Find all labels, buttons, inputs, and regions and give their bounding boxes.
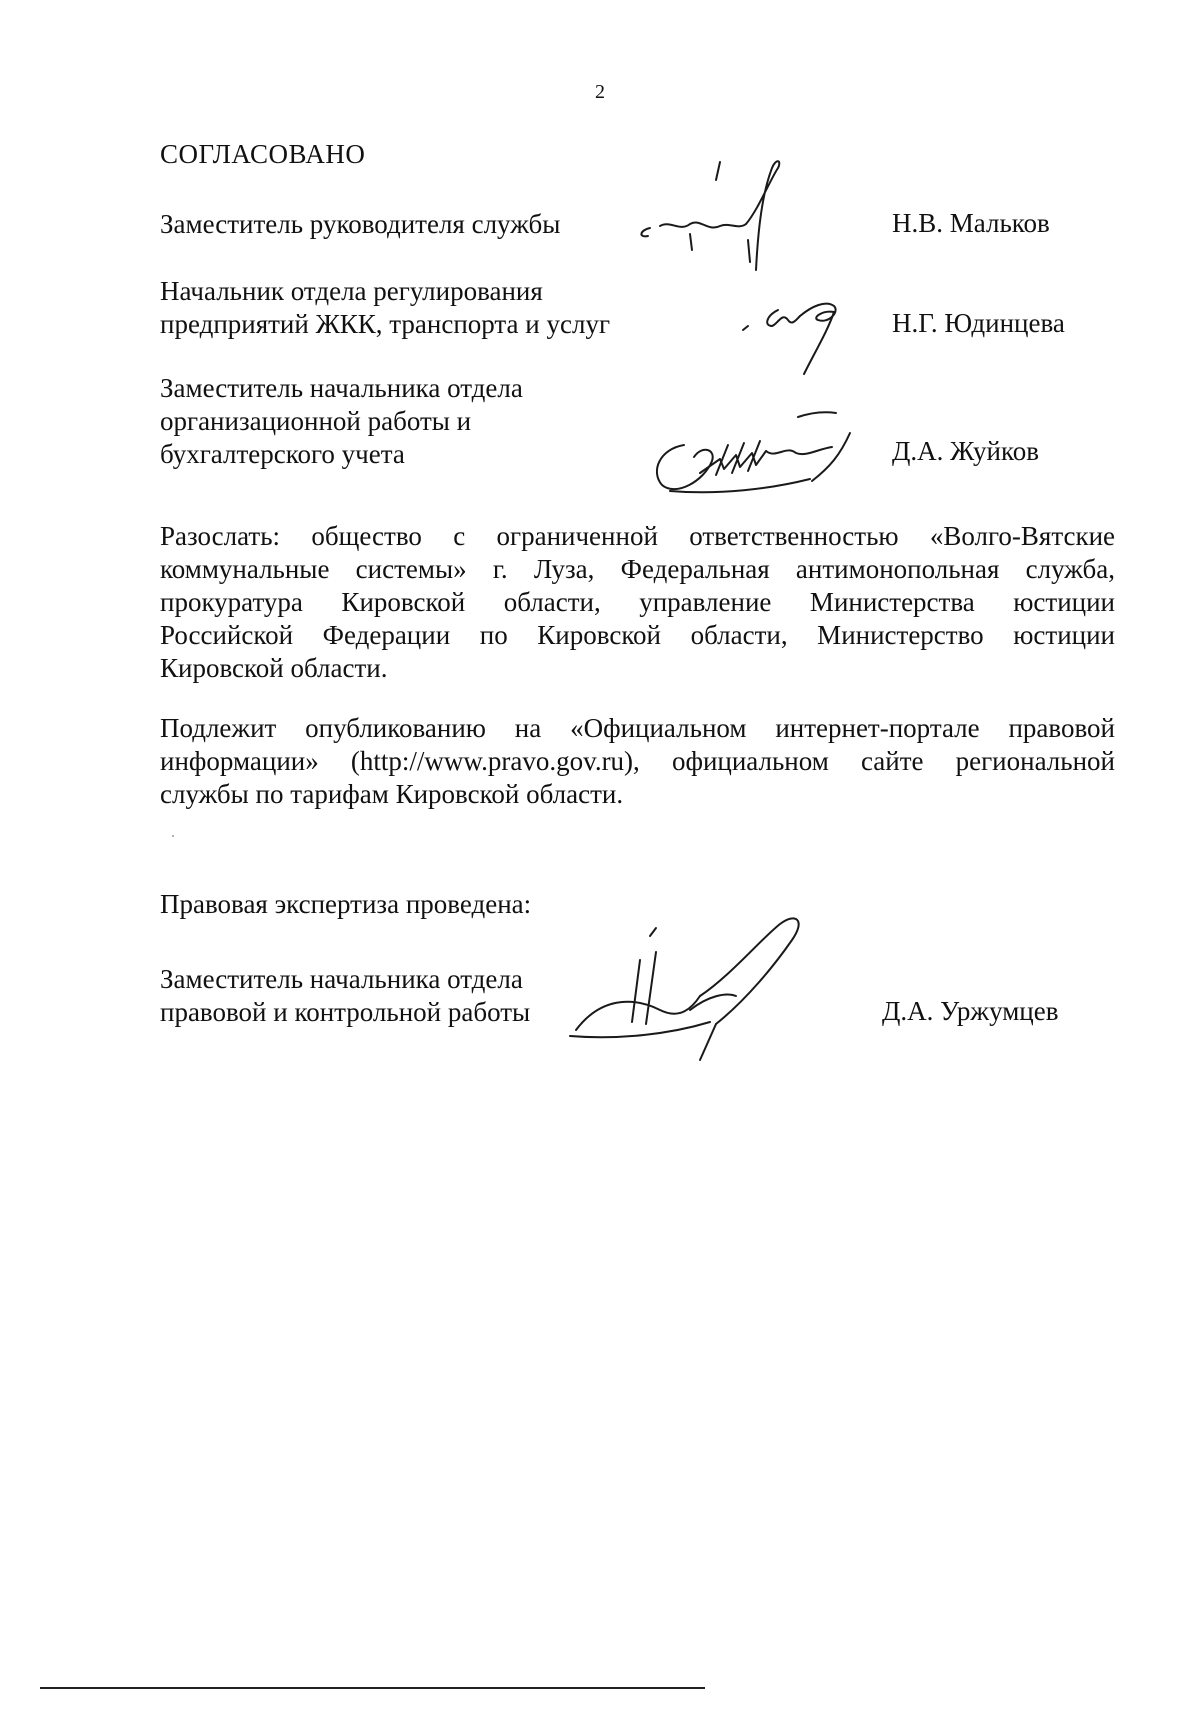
paragraph-line: Кировской области. bbox=[160, 653, 388, 683]
page-number: 2 bbox=[595, 81, 605, 103]
approver-name-2: Н.Г. Юдинцева bbox=[892, 308, 1065, 338]
signature-malkov bbox=[630, 150, 850, 280]
approver-title-line: бухгалтерского учета bbox=[160, 439, 405, 469]
signature-zhuikov bbox=[640, 405, 870, 500]
approval-heading: СОГЛАСОВАНО bbox=[160, 139, 366, 169]
approver-name-3: Д.А. Жуйков bbox=[892, 436, 1039, 466]
legal-reviewer-name: Д.А. Уржумцев bbox=[882, 996, 1059, 1026]
legal-reviewer-title bbox=[160, 963, 530, 1029]
signature-yudintseva bbox=[738, 290, 858, 380]
approver-title-line: Заместитель руководителя службы bbox=[160, 209, 561, 239]
approver-title-1 bbox=[160, 208, 560, 241]
bottom-rule bbox=[40, 1687, 705, 1689]
legal-review-heading: Правовая экспертиза проведена: bbox=[160, 889, 532, 919]
approver-name-1: Н.В. Мальков bbox=[892, 208, 1050, 238]
scan-speck bbox=[172, 835, 174, 837]
paragraph-line: прокуратура Кировской области, управление Министерства юстиции bbox=[160, 587, 1115, 617]
paragraph-line: службы по тарифам Кировской области. bbox=[160, 779, 624, 809]
paragraph-line: Разослать: общество с ограниченной ответственностью «Волго-Вятские bbox=[160, 521, 1115, 551]
reviewer-title-line: Заместитель начальника отдела bbox=[160, 964, 523, 994]
paragraph-line: информации» (http://www.pravo.gov.ru), официальном сайте региональной bbox=[160, 746, 1115, 776]
approver-title-line: организационной работы и bbox=[160, 406, 472, 436]
distribution-paragraph bbox=[160, 520, 1115, 685]
signature-urzhumtsev bbox=[560, 900, 830, 1065]
approver-title-line: Начальник отдела регулирования bbox=[160, 276, 543, 306]
approver-title-3 bbox=[160, 372, 523, 471]
reviewer-title-line: правовой и контрольной работы bbox=[160, 997, 531, 1027]
approver-title-line: Заместитель начальника отдела bbox=[160, 373, 523, 403]
paragraph-line: коммунальные системы» г. Луза, Федеральная антимонопольная служба, bbox=[160, 554, 1115, 584]
publication-paragraph bbox=[160, 712, 1115, 811]
approver-title-2 bbox=[160, 275, 610, 341]
paragraph-line: Российской Федерации по Кировской области, Министерство юстиции bbox=[160, 620, 1115, 650]
approver-title-line: предприятий ЖКК, транспорта и услуг bbox=[160, 309, 611, 339]
paragraph-line: Подлежит опубликованию на «Официальном интернет-портале правовой bbox=[160, 713, 1115, 743]
